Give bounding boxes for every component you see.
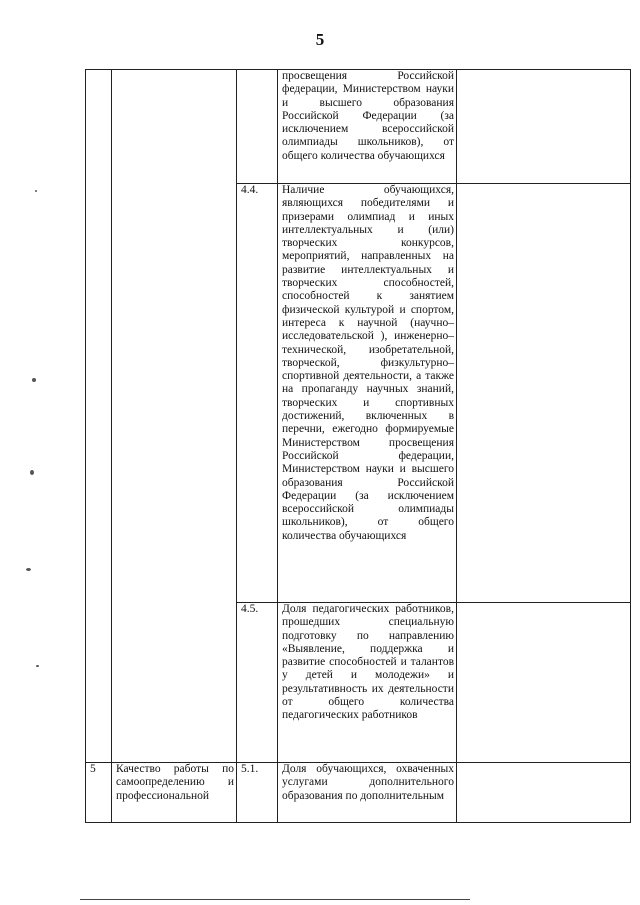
indicator-text: Доля обучающихся, охваченных услугами дополнительного образования по дополнительным — [282, 763, 454, 802]
scan-speck — [36, 665, 39, 667]
scan-speck — [35, 190, 37, 192]
indicator-value-cell — [457, 70, 631, 184]
scan-speck — [32, 378, 36, 382]
criterion-number-cell: 5 — [86, 763, 112, 823]
table-row — [86, 763, 631, 823]
indicator-text-cell — [278, 184, 457, 603]
indicator-value-cell — [457, 184, 631, 603]
indicator-number-cell: 4.4. — [237, 184, 278, 603]
indicator-text-cell — [278, 70, 457, 184]
indicator-number-cell: 5.1. — [237, 763, 278, 823]
page-number: 5 — [315, 30, 325, 49]
indicator-text: просвещения Российской федерации, Министерством науки и высшего образования Российской Федерации (за исключением всероссийской олимпиады школьников), от общего количества обучающихся — [282, 70, 454, 162]
indicator-text: Доля педагогических работников, прошедших специальную подготовку по направлению «Выявление, поддержка и развитие способностей и талантов у детей и молодежи» и результативность их деятельности от общего количества педагогических работников — [282, 603, 454, 722]
footer-rule — [80, 899, 470, 900]
criterion-number-cell — [86, 70, 112, 763]
scan-speck — [30, 470, 34, 475]
indicator-value-cell — [457, 603, 631, 763]
criterion-name-cell — [112, 763, 237, 823]
indicator-text: Наличие обучающихся, являющихся победителями и призерами олимпиад и иных интеллектуальных и (или) творческих конкурсов, мероприятий, направленных на развитие интеллектуальных и творческих способностей, способностей к занятием физической культурой и спортом, интереса к научной (научно–исследовательской ), инженерно–технической, изобретательной, творческой, физкультурно–спортивной деятельности, а также на пропаганду научных знаний, творческих и спортивных достижений, включенных в перечни, ежегодно формируемые Министерством просвещения Российской федерации, Министерством науки и высшего образования Российской Федерации (за исключением всероссийской олимпиады школьников), от общего количества обучающихся — [282, 184, 454, 542]
table-row — [86, 70, 631, 184]
indicator-text-cell — [278, 763, 457, 823]
scan-speck — [26, 568, 31, 571]
criterion-name-cell — [112, 70, 237, 763]
criteria-table — [85, 69, 631, 823]
criterion-name: Качество работы по самоопределению и профессиональной — [116, 763, 234, 802]
indicator-value-cell — [457, 763, 631, 823]
indicator-number-cell: 4.5. — [237, 603, 278, 763]
indicator-number-cell — [237, 70, 278, 184]
indicator-text-cell — [278, 603, 457, 763]
